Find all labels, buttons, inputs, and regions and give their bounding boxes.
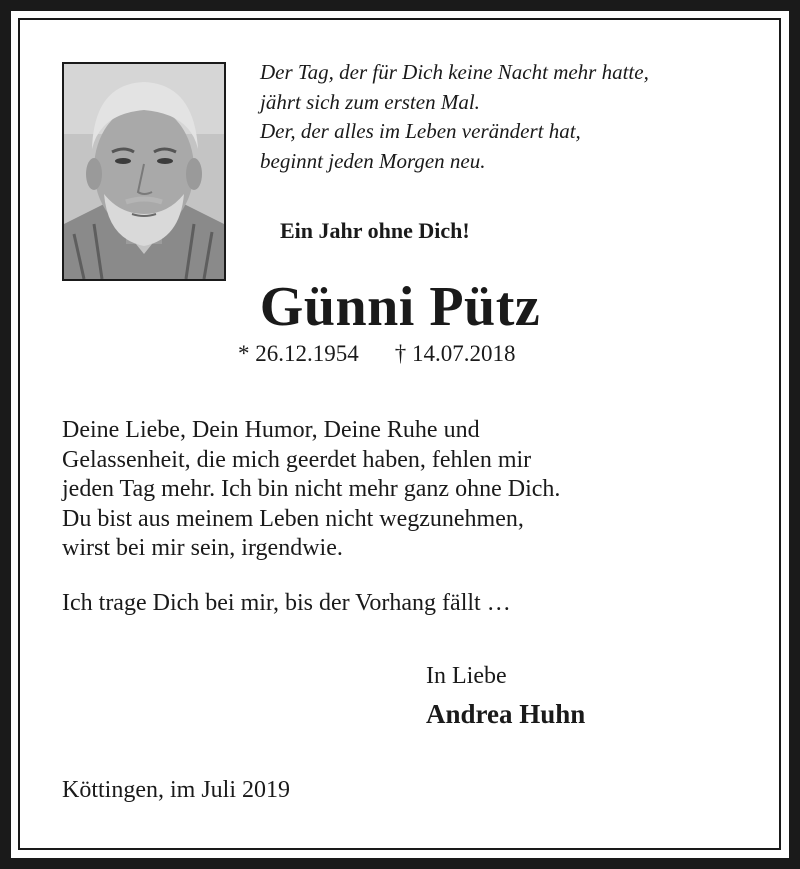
subtitle: Ein Jahr ohne Dich! <box>280 218 470 243</box>
death-date: † 14.07.2018 <box>394 341 516 366</box>
poem-line: Der Tag, der für Dich keine Nacht mehr hatte, <box>260 60 649 84</box>
message-line: Deine Liebe, Dein Humor, Deine Ruhe und <box>62 417 480 443</box>
message-text <box>62 416 560 564</box>
portrait-photo <box>62 62 226 281</box>
signature-name: Andrea Huhn <box>426 699 586 729</box>
closing-line: Ich trage Dich bei mir, bis der Vorhang fällt … <box>62 590 511 616</box>
message-line: wirst bei mir sein, irgendwie. <box>62 535 343 562</box>
deceased-name: Günni Pütz <box>259 276 541 338</box>
message-line: Gelassenheit, die mich geerdet haben, fehlen mir <box>62 446 532 473</box>
place-and-date: Köttingen, im Juli 2019 <box>62 777 290 803</box>
message-line: jeden Tag mehr. Ich bin nicht mehr ganz ohne Dich. <box>62 476 561 503</box>
life-dates <box>238 341 516 367</box>
signature-greeting: In Liebe <box>426 663 507 689</box>
birth-date: * 26.12.1954 <box>238 341 359 366</box>
poem-line: Der, der alles im Leben verändert hat, <box>260 119 581 143</box>
poem <box>260 58 760 176</box>
poem-line: beginnt jeden Morgen neu. <box>260 148 486 173</box>
poem-line: jährt sich zum ersten Mal. <box>260 89 480 114</box>
message-line: Du bist aus meinem Leben nicht wegzunehmen, <box>62 505 524 532</box>
